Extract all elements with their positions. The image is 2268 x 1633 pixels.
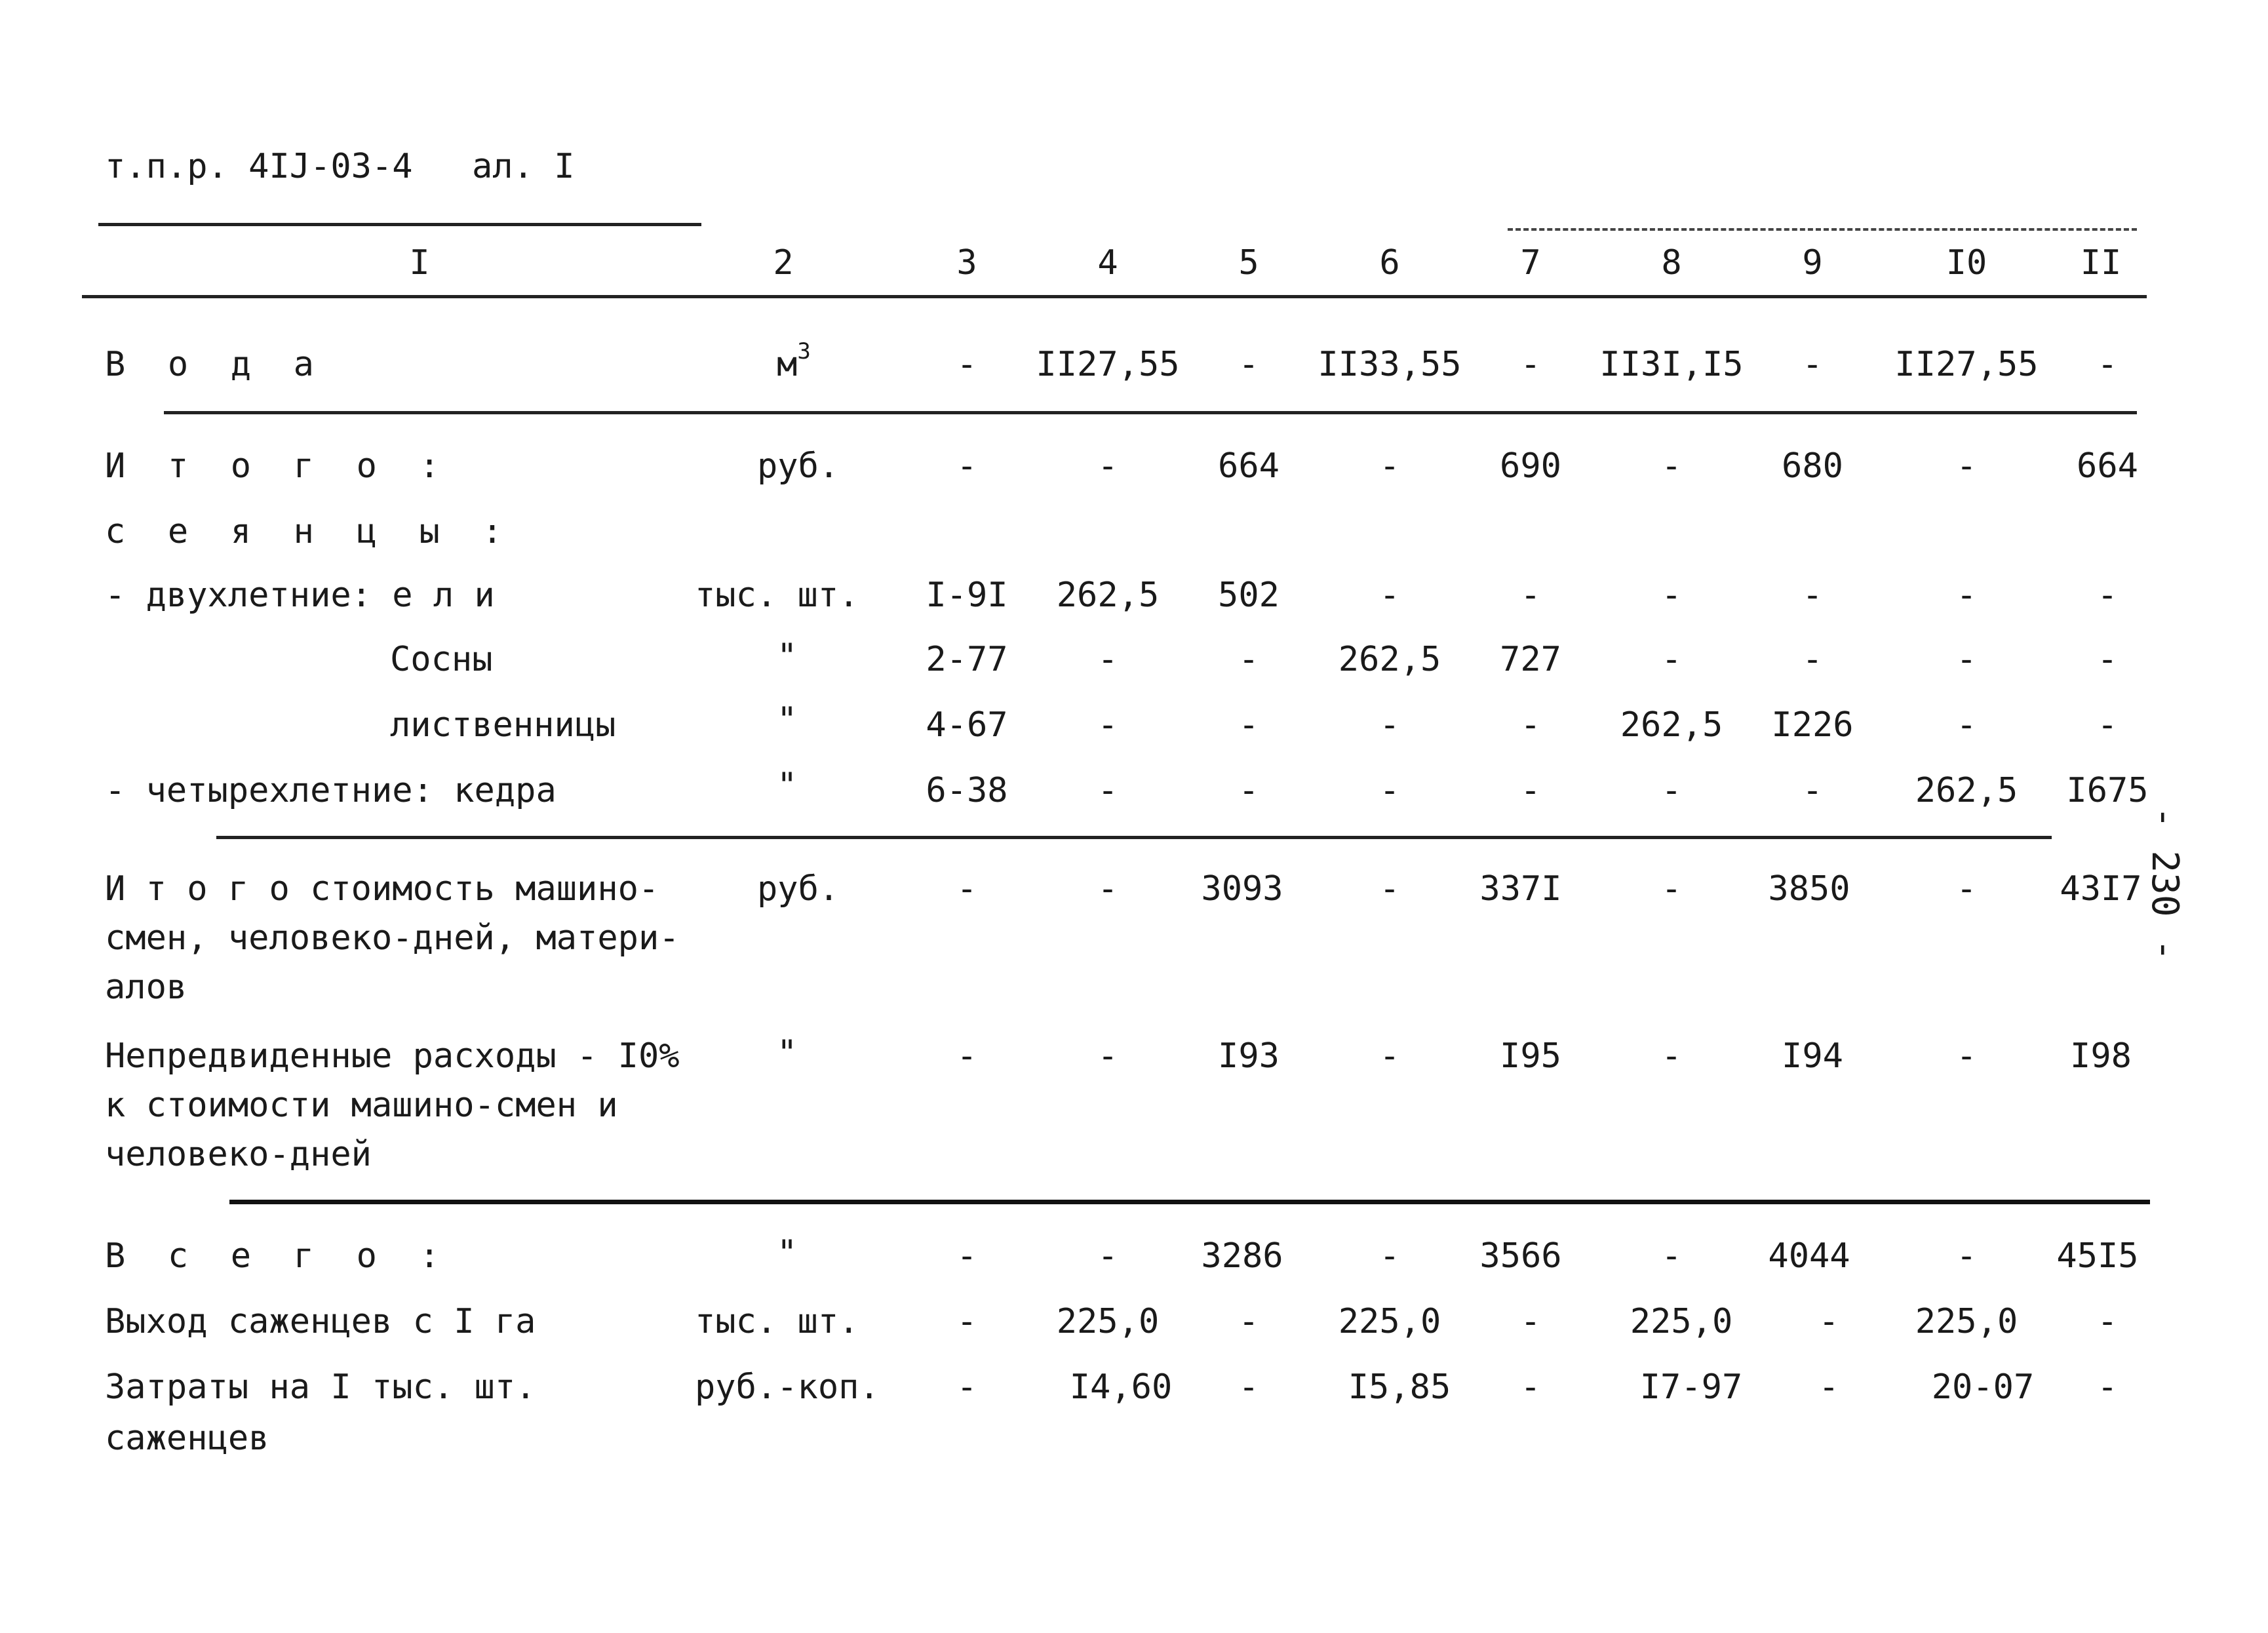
value-cell: - — [1661, 640, 1682, 679]
row-label-vsego: В с е г о : — [105, 1236, 451, 1276]
value-cell: II3I,I5 — [1599, 345, 1744, 384]
value-cell: - — [1956, 576, 1977, 615]
value-cell: 4044 — [1768, 1236, 1850, 1276]
value-cell: - — [1956, 705, 1977, 745]
row-label-kedra: - четырехлетние: кедра — [105, 771, 557, 810]
row-label-itogo: И т о г о : — [105, 446, 451, 486]
unit-cell: " — [777, 1233, 798, 1272]
value-cell: - — [1238, 345, 1259, 384]
value-cell: - — [956, 1302, 977, 1341]
header-rule-top-right — [1508, 228, 2137, 231]
value-cell: 262,5 — [1056, 576, 1160, 615]
value-cell: - — [2097, 576, 2118, 615]
unit-cell: руб. — [757, 446, 840, 486]
row-label-nepredvidennye-2: к стоимости машино-смен и — [105, 1086, 618, 1125]
value-cell: - — [1097, 771, 1118, 810]
value-cell: 727 — [1500, 640, 1561, 679]
value-cell: 3093 — [1201, 869, 1283, 909]
value-cell: - — [1802, 345, 1823, 384]
value-cell: I5,85 — [1348, 1367, 1451, 1407]
value-cell: - — [956, 345, 977, 384]
unit-cell: тыс. шт. — [695, 576, 859, 615]
value-cell: I226 — [1771, 705, 1854, 745]
value-cell: II27,55 — [1894, 345, 2039, 384]
value-cell: - — [1520, 705, 1541, 745]
value-cell: - — [1238, 1302, 1259, 1341]
header-rule-bottom — [82, 295, 2147, 298]
col-header-9: 9 — [1802, 243, 1823, 283]
col-header-11: II — [2080, 243, 2122, 283]
value-cell: - — [1097, 1236, 1118, 1276]
row-rule — [164, 411, 2137, 414]
document-reference: т.п.р. 4IJ-03-4 — [105, 147, 413, 186]
col-header-7: 7 — [1520, 243, 1541, 283]
value-cell: - — [1238, 640, 1259, 679]
value-cell: 502 — [1218, 576, 1280, 615]
value-cell: - — [1661, 1036, 1682, 1076]
value-cell: - — [1238, 771, 1259, 810]
value-cell: - — [2097, 1367, 2118, 1407]
value-cell: 3566 — [1479, 1236, 1562, 1276]
col-header-8: 8 — [1661, 243, 1682, 283]
value-cell: - — [1661, 1236, 1682, 1276]
unit-cell: руб. — [757, 869, 840, 909]
value-cell: - — [956, 869, 977, 909]
sheet-label: ал. I — [472, 147, 575, 186]
value-cell: - — [1379, 771, 1400, 810]
value-cell: - — [956, 446, 977, 486]
row-label-zatraty-2: саженцев — [105, 1419, 269, 1458]
value-cell: I7-97 — [1639, 1367, 1743, 1407]
row-label-itogo-stoimost-2: смен, человеко-дней, матери- — [105, 918, 680, 958]
value-cell: 225,0 — [1056, 1302, 1160, 1341]
value-cell: - — [1802, 640, 1823, 679]
row-label-vykhod: Выход саженцев с I га — [105, 1302, 536, 1341]
value-cell: - — [1520, 1302, 1541, 1341]
value-cell: I675 — [2066, 771, 2149, 810]
value-cell: - — [1097, 640, 1118, 679]
value-cell: 225,0 — [1915, 1302, 2018, 1341]
row-label-eli: - двухлетние: е л и — [105, 576, 495, 615]
unit-cell: " — [777, 700, 798, 739]
value-cell: 225,0 — [1630, 1302, 1733, 1341]
col-header-10: I0 — [1945, 243, 1987, 283]
value-cell: - — [2097, 640, 2118, 679]
value-cell: 2-77 — [926, 640, 1008, 679]
value-cell: 337I — [1479, 869, 1562, 909]
row-label-nepredvidennye-1: Непредвиденные расходы - I0% — [105, 1036, 680, 1076]
col-header-2: 2 — [773, 243, 794, 283]
value-cell: - — [1520, 1367, 1541, 1407]
value-cell: - — [1379, 869, 1400, 909]
value-cell: I98 — [2070, 1036, 2132, 1076]
row-label-itogo-stoimost-3: алов — [105, 968, 187, 1007]
value-cell: 3850 — [1768, 869, 1850, 909]
value-cell: - — [1956, 1236, 1977, 1276]
col-header-4: 4 — [1097, 243, 1118, 283]
value-cell: 45I5 — [2056, 1236, 2139, 1276]
value-cell: - — [1661, 576, 1682, 615]
value-cell: - — [1379, 705, 1400, 745]
value-cell: - — [1661, 869, 1682, 909]
value-cell: - — [956, 1036, 977, 1076]
totals-rule — [229, 1200, 2150, 1204]
col-header-1: I — [409, 243, 430, 283]
value-cell: - — [2097, 705, 2118, 745]
value-cell: - — [1818, 1367, 1839, 1407]
value-cell: 690 — [1500, 446, 1561, 486]
value-cell: - — [1379, 1236, 1400, 1276]
value-cell: - — [1818, 1302, 1839, 1341]
value-cell: - — [1097, 705, 1118, 745]
value-cell: - — [1379, 576, 1400, 615]
value-cell: 664 — [1218, 446, 1280, 486]
unit-cell: тыс. шт. — [695, 1302, 859, 1341]
value-cell: - — [1520, 771, 1541, 810]
value-cell: - — [1802, 576, 1823, 615]
row-label-seyantsy: с е я н ц ы : — [105, 512, 514, 551]
header-rule-top — [98, 223, 701, 226]
value-cell: - — [2097, 1302, 2118, 1341]
value-cell: 20-07 — [1931, 1367, 2035, 1407]
value-cell: - — [1097, 869, 1118, 909]
value-cell: - — [956, 1367, 977, 1407]
unit-cell: " — [777, 637, 798, 676]
value-cell: - — [1956, 446, 1977, 486]
row-label-sosny: Сосны — [390, 640, 493, 679]
unit-cell: " — [777, 766, 798, 805]
value-cell: 680 — [1782, 446, 1843, 486]
value-cell: 43I7 — [2060, 869, 2142, 909]
value-cell: I4,60 — [1069, 1367, 1173, 1407]
value-cell: 4-67 — [926, 705, 1008, 745]
value-cell: 3286 — [1201, 1236, 1283, 1276]
value-cell: - — [1661, 446, 1682, 486]
value-cell: - — [1097, 1036, 1118, 1076]
value-cell: I95 — [1500, 1036, 1561, 1076]
value-cell: - — [956, 1236, 977, 1276]
value-cell: II33,55 — [1318, 345, 1462, 384]
unit-cell: руб.-коп. — [695, 1367, 880, 1407]
value-cell: - — [1520, 345, 1541, 384]
value-cell: - — [1520, 576, 1541, 615]
value-cell: - — [1238, 1367, 1259, 1407]
value-cell: - — [1379, 1036, 1400, 1076]
value-cell: II27,55 — [1036, 345, 1180, 384]
value-cell: - — [1956, 640, 1977, 679]
value-cell: - — [1238, 705, 1259, 745]
value-cell: 262,5 — [1620, 705, 1723, 745]
col-header-3: 3 — [956, 243, 977, 283]
row-label-zatraty-1: Затраты на I тыс. шт. — [105, 1367, 536, 1407]
unit-cell: " — [777, 1033, 798, 1072]
value-cell: - — [1956, 869, 1977, 909]
section-rule — [216, 836, 2052, 839]
row-label-listvennitsy: лиственницы — [390, 705, 616, 745]
value-cell: 6-38 — [926, 771, 1008, 810]
value-cell: 262,5 — [1915, 771, 2018, 810]
col-header-5: 5 — [1238, 243, 1259, 283]
value-cell: - — [1956, 1036, 1977, 1076]
value-cell: - — [1097, 446, 1118, 486]
value-cell: I93 — [1218, 1036, 1280, 1076]
value-cell: 664 — [2077, 446, 2138, 486]
value-cell: - — [2097, 345, 2118, 384]
value-cell: I-9I — [926, 576, 1008, 615]
value-cell: I94 — [1782, 1036, 1843, 1076]
value-cell: 225,0 — [1338, 1302, 1441, 1341]
unit-cell: $м^3$ — [777, 338, 811, 384]
row-label-nepredvidennye-3: человеко-дней — [105, 1135, 372, 1174]
row-label-itogo-stoimost-1: И т о г о стоимость машино- — [105, 869, 659, 909]
page-number: - 230 - — [2143, 806, 2186, 962]
col-header-6: 6 — [1379, 243, 1400, 283]
row-label-voda: В о д а — [105, 345, 325, 384]
value-cell: - — [1661, 771, 1682, 810]
value-cell: - — [1802, 771, 1823, 810]
value-cell: 262,5 — [1338, 640, 1441, 679]
value-cell: - — [1379, 446, 1400, 486]
